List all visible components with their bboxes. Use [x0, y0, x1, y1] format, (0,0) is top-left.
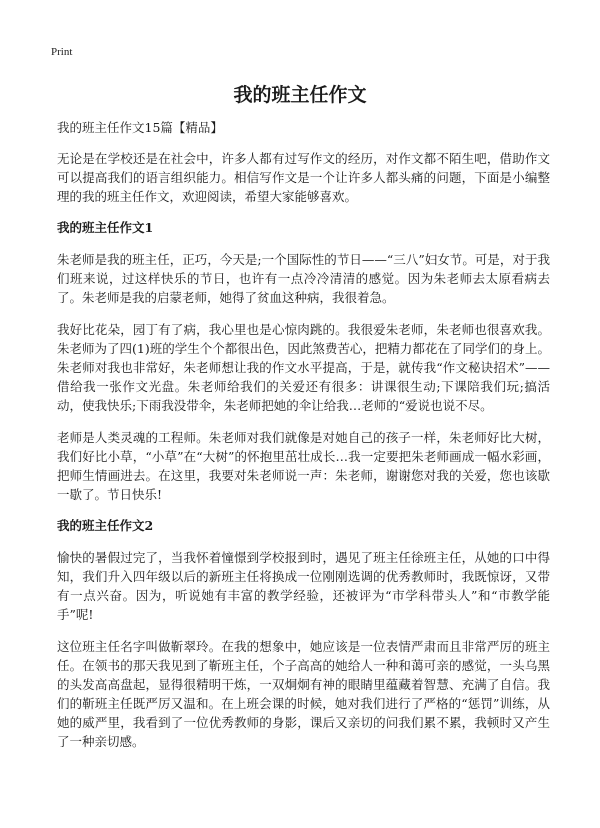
document-title: 我的班主任作文 [233, 84, 367, 106]
paragraph: 老师是人类灵魂的工程师。朱老师对我们就像是对她自己的孩子一样，朱老师好比大树，我们好比小草，“小草”在“大树”的怀抱里茁壮成长…我一定要把朱老师画成一幅水彩画，把师生情画进去。在这里，我要对朱老师说一声：朱老师，谢谢您对我的关爱，您也该歇一歇了。节日快乐! [57, 430, 550, 502]
paragraph: 朱老师是我的班主任，正巧，今天是;一个国际性的节日——“三八”妇女节。可是，对于我们班来说，过这样快乐的节日，也许有一点冷冷清清的感觉。因为朱老师去太原看病去了。朱老师是我的启蒙老师，她得了贫血这种病，我很着急。 [57, 252, 550, 305]
intro-paragraph: 无论是在学校还是在社会中，许多人都有过写作文的经历，对作文都不陌生吧，借助作文可以提高我们的语言组织能力。相信写作文是一个让许多人都头痛的问题，下面是小编整理的我的班主任作文，欢迎阅读，希望大家能够喜欢。 [57, 151, 550, 204]
document-subtitle: 我的班主任作文15篇【精品】 [57, 120, 223, 135]
section-heading: 我的班主任作文2 [57, 518, 154, 533]
essay-section-2 [57, 517, 550, 751]
paragraph: 我好比花朵，园丁有了病，我心里也是心惊肉跳的。我很爱朱老师，朱老师也很喜欢我。朱老师为了四(1)班的学生个个都很出色，因此煞费苦心，把精力都花在了同学们的身上。朱老师对我也非常好，朱老师想让我的作文水平提高，于是，就传我“作文秘诀招术”——借给我一张作文光盘。朱老师给我们的关爱还有很多：讲课很生动;下课陪我们玩;搞活动，使我快乐;下雨我没带伞，朱老师把她的伞让给我…老师的“爱说也说不尽。 [57, 322, 550, 413]
essay-section-1 [57, 219, 550, 504]
document-body [57, 119, 550, 764]
print-label: Print [51, 46, 73, 58]
paragraph: 这位班主任名字叫做靳翠玲。在我的想象中，她应该是一位表情严肃而且非常严厉的班主任。在领书的那天我见到了靳班主任，个子高高的她给人一种和蔼可亲的感觉，一头乌黑的头发高高盘起，显得很精明干炼，一双炯炯有神的眼睛里蕴藏着智慧、充满了自信。我们的靳班主任既严厉又温和。在上班会课的时候，她对我们进行了严格的“惩罚”训练，从她的威严里，我看到了一位优秀教师的身影，课后又亲切的问我们累不累，我顿时又产生了一种亲切感。 [57, 639, 550, 749]
section-heading: 我的班主任作文1 [57, 220, 154, 235]
paragraph: 愉快的暑假过完了，当我怀着憧憬到学校报到时，遇见了班主任徐班主任，从她的口中得知，我们升入四年级以后的新班主任将换成一位刚刚选调的优秀教师时，我既惊讶，又带有一点兴奋。因为，听说她有丰富的教学经验，还被评为“市学科带头人”和“市教学能手”呢! [57, 550, 550, 622]
